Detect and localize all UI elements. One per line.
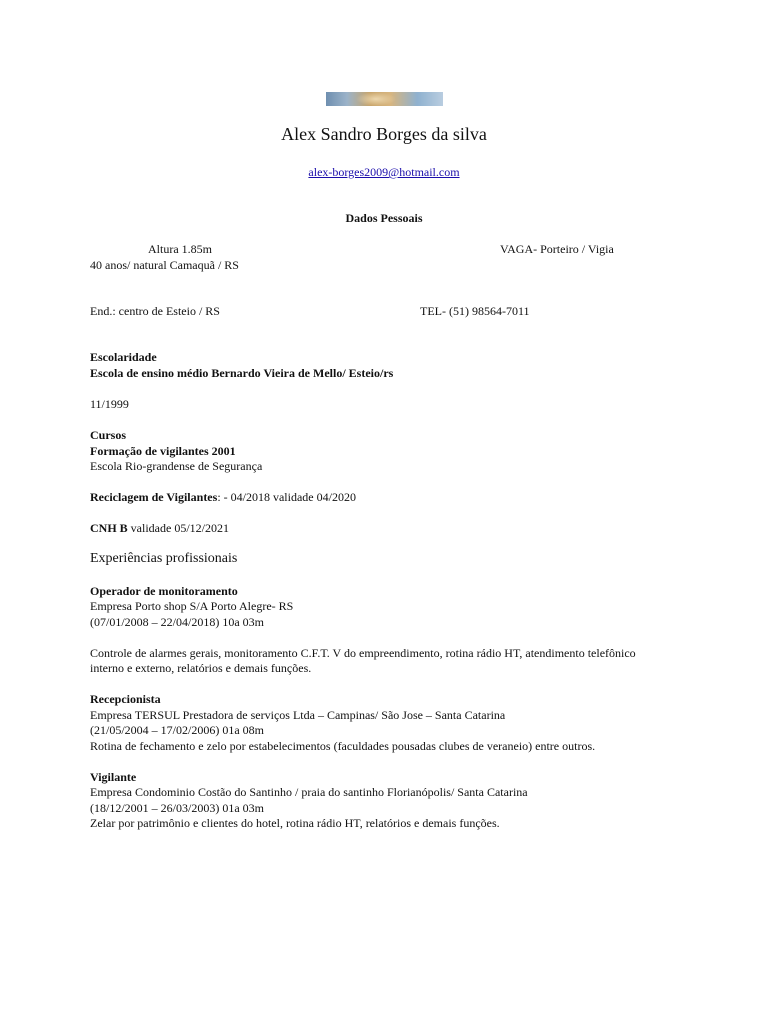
cnh-value: validade 05/12/2021: [127, 521, 229, 535]
cnh-line: [90, 521, 229, 536]
job-period: (21/05/2004 – 17/02/2006) 01a 08m: [90, 723, 264, 737]
candidate-name: Alex Sandro Borges da silva: [281, 124, 487, 144]
job-title: Vigilante: [90, 770, 137, 784]
job-description: Rotina de fechamento e zelo por estabelecimentos (faculdades pousadas clubes de veraneio) entre outros.: [90, 739, 596, 753]
courses-heading: Cursos: [90, 428, 127, 442]
job-description: Controle de alarmes gerais, monitoramento C.F.T. V do empreendimento, rotina rádio HT, atendimento telefônico: [90, 646, 636, 660]
cnh-label: CNH B: [90, 521, 128, 535]
profile-photo: [326, 92, 443, 106]
education-date: 11/1999: [90, 397, 129, 411]
job-title: Recepcionista: [90, 692, 161, 706]
course-title: Formação de vigilantes 2001: [90, 444, 236, 458]
course-institution: Escola Rio-grandense de Segurança: [90, 459, 263, 473]
recycling-value: : - 04/2018 validade 04/2020: [217, 490, 356, 504]
job-period: (18/12/2001 – 26/03/2003) 01a 03m: [90, 801, 264, 815]
recycling-line: [90, 490, 356, 505]
job-company: Empresa TERSUL Prestadora de serviços Ltda – Campinas/ São Jose – Santa Catarina: [90, 708, 506, 722]
experience-heading: Experiências profissionais: [90, 551, 238, 566]
height-text: Altura 1.85m: [148, 242, 212, 256]
personal-data-heading: Dados Pessoais: [345, 211, 423, 225]
address-text: End.: centro de Esteio / RS: [90, 304, 220, 318]
school-name: Escola de ensino médio Bernardo Vieira de Mello/ Esteio/rs: [90, 366, 394, 380]
job-period: (07/01/2008 – 22/04/2018) 10a 03m: [90, 615, 264, 629]
job-title: Operador de monitoramento: [90, 584, 238, 598]
age-origin-text: 40 anos/ natural Camaquã / RS: [90, 258, 239, 272]
email-link[interactable]: alex-borges2009@hotmail.com: [308, 165, 460, 179]
job-company: Empresa Condominio Costão do Santinho / praia do santinho Florianópolis/ Santa Catarina: [90, 785, 528, 799]
job-description: interno e externo, relatórios e demais funções.: [90, 661, 312, 675]
job-company: Empresa Porto shop S/A Porto Alegre- RS: [90, 599, 294, 613]
vacancy-text: VAGA- Porteiro / Vigia: [500, 242, 614, 256]
job-description: Zelar por patrimônio e clientes do hotel, rotina rádio HT, relatórios e demais funções.: [90, 816, 500, 830]
education-heading: Escolaridade: [90, 350, 157, 364]
recycling-label: Reciclagem de Vigilantes: [90, 490, 218, 504]
phone-text: TEL- (51) 98564-7011: [420, 304, 530, 318]
